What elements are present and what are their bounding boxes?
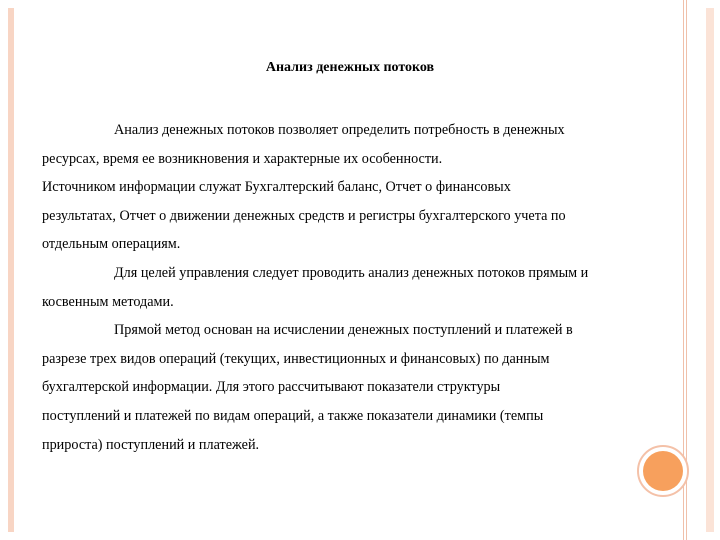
paragraph-line: бухгалтерской информации. Для этого рассчитывают показатели структуры (42, 379, 501, 396)
paragraph-line: Для целей управления следует проводить анализ денежных потоков прямым и (114, 264, 589, 281)
paragraph-line: Источником информации служат Бухгалтерский баланс, Отчет о финансовых (42, 179, 511, 196)
paragraph-line: прироста) поступлений и платежей. (42, 436, 260, 453)
paragraph-line: косвенным методами. (42, 293, 174, 310)
paragraph-line: отдельным операциям. (42, 236, 181, 253)
left-frame-bar (8, 8, 14, 532)
paragraph-line: Анализ денежных потоков позволяет определить потребность в денежных (114, 122, 565, 138)
page-title: Анализ денежных потоков (265, 60, 435, 75)
right-frame-bar (706, 8, 714, 532)
paragraph-line: разрезе трех видов операций (текущих, инвестиционных и финансовых) по данным (42, 350, 550, 367)
paragraph-line: поступлений и платежей по видам операций, а также показатели динамики (темпы (42, 407, 544, 424)
paragraph-line: результатах, Отчет о движении денежных средств и регистры бухгалтерского учета по (42, 207, 566, 224)
body-text (42, 116, 662, 459)
paragraph-line: Прямой метод основан на исчислении денежных поступлений и платежей в (114, 322, 573, 339)
paragraph-line: ресурсах, время ее возникновения и характерные их особенности. (42, 150, 443, 167)
